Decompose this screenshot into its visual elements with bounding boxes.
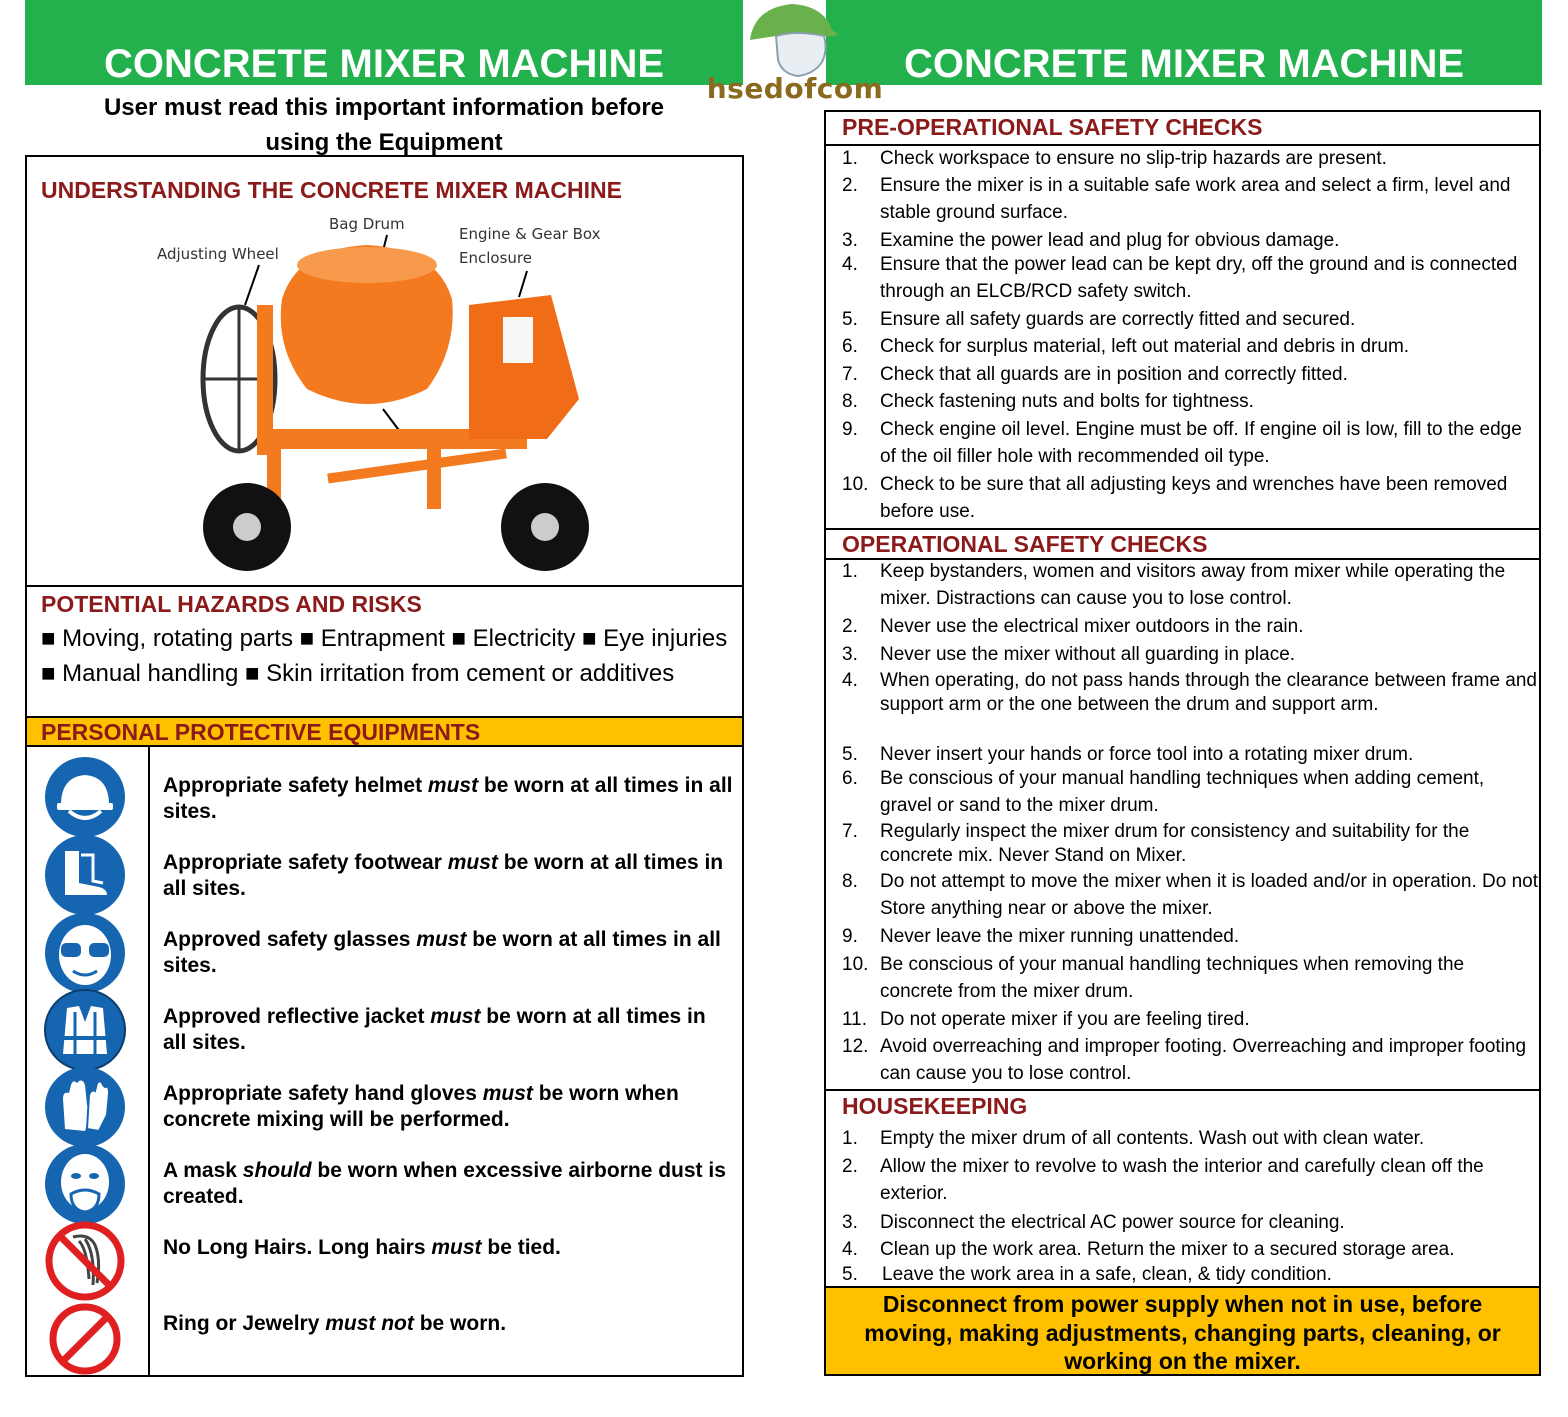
ppe-title: PERSONAL PROTECTIVE EQUIPMENTS <box>41 719 481 745</box>
pre-operational-list <box>824 145 1541 530</box>
operational-list <box>824 558 1541 1091</box>
item-number: 9. <box>842 419 858 440</box>
ppe-item-8-post: be worn. <box>413 1312 507 1335</box>
ppe-item-5 <box>163 1081 733 1133</box>
item-number: 7. <box>842 364 858 385</box>
item-text: Do not operate mixer if you are feeling tired. <box>880 1009 1250 1030</box>
item-number: 2. <box>842 175 858 196</box>
item-text: Avoid overreaching and improper footing. Overreaching and improper footing can cause you to lose control. <box>880 1036 1527 1084</box>
item-number: 1. <box>842 148 858 169</box>
item-number: 2. <box>842 616 858 637</box>
item-text: Check to be sure that all adjusting keys and wrenches have been removed before use. <box>880 474 1508 522</box>
item-text: Allow the mixer to revolve to wash the interior and carefully clean off the exterior. <box>880 1156 1484 1204</box>
item-number: 4. <box>842 254 858 275</box>
concrete-mixer-diagram <box>147 209 647 579</box>
item-text: Ensure that the power lead can be kept dry, off the ground and is connected through an ELCB/RCD safety switch. <box>880 254 1518 302</box>
label-adjusting-wheel: Adjusting Wheel <box>157 245 279 263</box>
item-text: Ensure all safety guards are correctly fitted and secured. <box>880 309 1356 330</box>
ppe-item-3-pre: Approved safety glasses <box>163 928 417 951</box>
ppe-item-7-em: must <box>431 1236 482 1259</box>
understanding-section <box>25 155 744 587</box>
item-number: 8. <box>842 391 858 412</box>
engine-enclosure-graphic <box>469 295 579 439</box>
ppe-item-3-post: be worn at all times in all sites. <box>163 928 721 977</box>
ppe-item-6-post: be worn when excessive airborne dust is created. <box>163 1159 726 1208</box>
item-text: Never use the electrical mixer outdoors in the rain. <box>880 616 1304 637</box>
ppe-item-1 <box>163 773 733 825</box>
item-number: 1. <box>842 561 858 582</box>
item-number: 9. <box>842 926 858 947</box>
ppe-item-5-pre: Appropriate safety hand gloves <box>163 1082 483 1105</box>
label-bag-drum: Bag Drum <box>329 215 405 233</box>
subtitle-line-2: using the Equipment <box>265 129 503 156</box>
item-text: Disconnect the electrical AC power source for cleaning. <box>880 1212 1345 1233</box>
housekeeping-title: HOUSEKEEPING <box>842 1093 1028 1119</box>
item-text: When operating, do not pass hands through the clearance between frame and support arm or the one between the drum and support arm. <box>880 670 1537 715</box>
safety-boots-icon <box>43 833 127 917</box>
item-number: 2. <box>842 1156 858 1177</box>
item-number: 3. <box>842 644 858 665</box>
item-number: 6. <box>842 768 858 789</box>
ppe-item-4 <box>163 1004 733 1056</box>
no-long-hair-icon <box>43 1219 127 1303</box>
ppe-item-5-em: must <box>482 1082 533 1105</box>
ppe-column-divider <box>148 747 150 1375</box>
ppe-item-3-em: must <box>416 928 467 951</box>
item-number: 1. <box>842 1128 858 1149</box>
ppe-item-8-em: must not <box>325 1312 414 1335</box>
label-engine-line-1: Engine & Gear Box <box>459 225 601 243</box>
ppe-item-8-pre: Ring or Jewelry <box>163 1312 326 1335</box>
ppe-item-4-post: be worn at all times in all sites. <box>163 1005 706 1054</box>
item-number: 12. <box>842 1036 869 1057</box>
item-number: 4. <box>842 1239 858 1260</box>
item-text: Keep bystanders, women and visitors away from mixer while operating the mixer. Distractions can cause you to lose control. <box>880 561 1506 609</box>
ppe-table <box>25 745 744 1377</box>
ppe-title-bar <box>25 716 744 747</box>
item-text: Be conscious of your manual handling techniques when removing the concrete from the mixer drum. <box>880 954 1465 1002</box>
item-number: 5. <box>842 309 858 330</box>
understanding-title: UNDERSTANDING THE CONCRETE MIXER MACHINE <box>41 177 622 203</box>
item-number: 8. <box>842 871 858 892</box>
item-number: 7. <box>842 821 858 842</box>
ppe-item-6 <box>163 1158 733 1210</box>
ppe-item-6-em: should <box>242 1159 312 1182</box>
item-number: 10. <box>842 954 869 975</box>
ppe-item-1-post: be worn at all times in all sites. <box>163 774 733 823</box>
item-text: Never use the mixer without all guarding in place. <box>880 644 1296 665</box>
ppe-item-8 <box>163 1311 733 1337</box>
item-number: 6. <box>842 336 858 357</box>
logo-text: hsedofcom <box>706 72 884 105</box>
operational-title: OPERATIONAL SAFETY CHECKS <box>842 531 1208 557</box>
item-text: Check workspace to ensure no slip-trip hazards are present. <box>880 148 1387 169</box>
item-number: 3. <box>842 1212 858 1233</box>
reflective-jacket-icon <box>43 988 127 1072</box>
subtitle-line-1: User must read this important information before <box>103 94 665 121</box>
ppe-item-7 <box>163 1235 733 1261</box>
pre-operational-title-bar <box>824 110 1541 146</box>
item-text: Empty the mixer drum of all contents. Wash out with clean water. <box>880 1128 1425 1149</box>
item-text: Leave the work area in a safe, clean, & tidy condition. <box>882 1264 1332 1285</box>
housekeeping-section <box>824 1089 1541 1288</box>
ppe-item-2-post: be worn at all times in all sites. <box>163 851 724 900</box>
helmet-icon <box>43 755 127 839</box>
ppe-item-5-post: be worn when concrete mixing will be performed. <box>163 1082 679 1131</box>
ppe-item-3 <box>163 927 733 979</box>
item-number: 10. <box>842 474 869 495</box>
dust-mask-icon <box>43 1142 127 1226</box>
no-jewelry-icon <box>43 1297 127 1381</box>
right-banner-title: CONCRETE MIXER MACHINE <box>826 0 1542 85</box>
item-text: Check fastening nuts and bolts for tightness. <box>880 391 1254 412</box>
left-banner-title: CONCRETE MIXER MACHINE <box>25 0 743 85</box>
item-text: Examine the power lead and plug for obvious damage. <box>880 230 1340 251</box>
item-number: 11. <box>842 1009 868 1030</box>
wheels-graphic <box>203 483 589 571</box>
item-text: Do not attempt to move the mixer when it is loaded and/or in operation. Do not Store anything near or above the mixer. <box>880 871 1538 919</box>
item-number: 5. <box>842 1264 858 1285</box>
item-text: Check for surplus material, left out material and debris in drum. <box>880 336 1410 357</box>
item-number: 3. <box>842 230 858 251</box>
power-warning-box <box>824 1286 1541 1376</box>
ppe-item-2 <box>163 850 733 902</box>
ppe-item-7-pre: No Long Hairs. Long hairs <box>163 1236 432 1259</box>
item-text: Be conscious of your manual handling techniques when adding cement, gravel or sand to the mixer drum. <box>880 768 1485 816</box>
item-number: 5. <box>842 744 858 765</box>
item-text: Never leave the mixer running unattended. <box>880 926 1240 947</box>
gloves-icon <box>43 1065 127 1149</box>
label-engine-line-2: Enclosure <box>459 249 532 267</box>
hazards-title: POTENTIAL HAZARDS AND RISKS <box>41 591 422 617</box>
item-text: Regularly inspect the mixer drum for consistency and suitability for the concrete mix. Never Stand on Mixer. <box>880 821 1470 866</box>
pre-operational-title: PRE-OPERATIONAL SAFETY CHECKS <box>842 114 1263 140</box>
subtitle <box>25 90 743 160</box>
item-text: Ensure the mixer is in a suitable safe work area and select a firm, level and stable ground surface. <box>880 175 1511 223</box>
ppe-item-6-pre: A mask <box>163 1159 243 1182</box>
hazards-section <box>25 585 744 717</box>
hsedofcom-logo <box>706 0 884 104</box>
ppe-item-1-em: must <box>427 774 479 797</box>
item-text: Check that all guards are in position and correctly fitted. <box>880 364 1348 385</box>
hazards-text: ■ Moving, rotating parts ■ Entrapment ■ Electricity ■ Eye injuries ■ Manual handling ■ Skin irritation from cement or additives <box>41 625 728 687</box>
item-text: Check engine oil level. Engine must be off. If engine oil is low, fill to the edge of the oil filler hole with recommended oil type. <box>880 419 1522 467</box>
ppe-item-4-pre: Approved reflective jacket <box>163 1005 431 1028</box>
ppe-item-4-em: must <box>430 1005 481 1028</box>
item-text: Clean up the work area. Return the mixer to a secured storage area. <box>880 1239 1455 1260</box>
safety-glasses-icon <box>43 911 127 995</box>
ppe-item-2-pre: Appropriate safety footwear <box>163 851 448 874</box>
operational-title-bar <box>824 528 1541 560</box>
ppe-item-2-em: must <box>447 851 498 874</box>
ppe-item-1-pre: Appropriate safety helmet <box>163 774 428 797</box>
power-warning-text: Disconnect from power supply when not in use, before moving, making adjustments, changing parts, cleaning, or working on the mixer. <box>864 1291 1501 1374</box>
item-number: 4. <box>842 670 858 691</box>
worker-helmet-icon <box>706 0 884 80</box>
item-text: Never insert your hands or force tool into a rotating mixer drum. <box>880 744 1414 765</box>
ppe-item-7-post: be tied. <box>481 1236 561 1259</box>
